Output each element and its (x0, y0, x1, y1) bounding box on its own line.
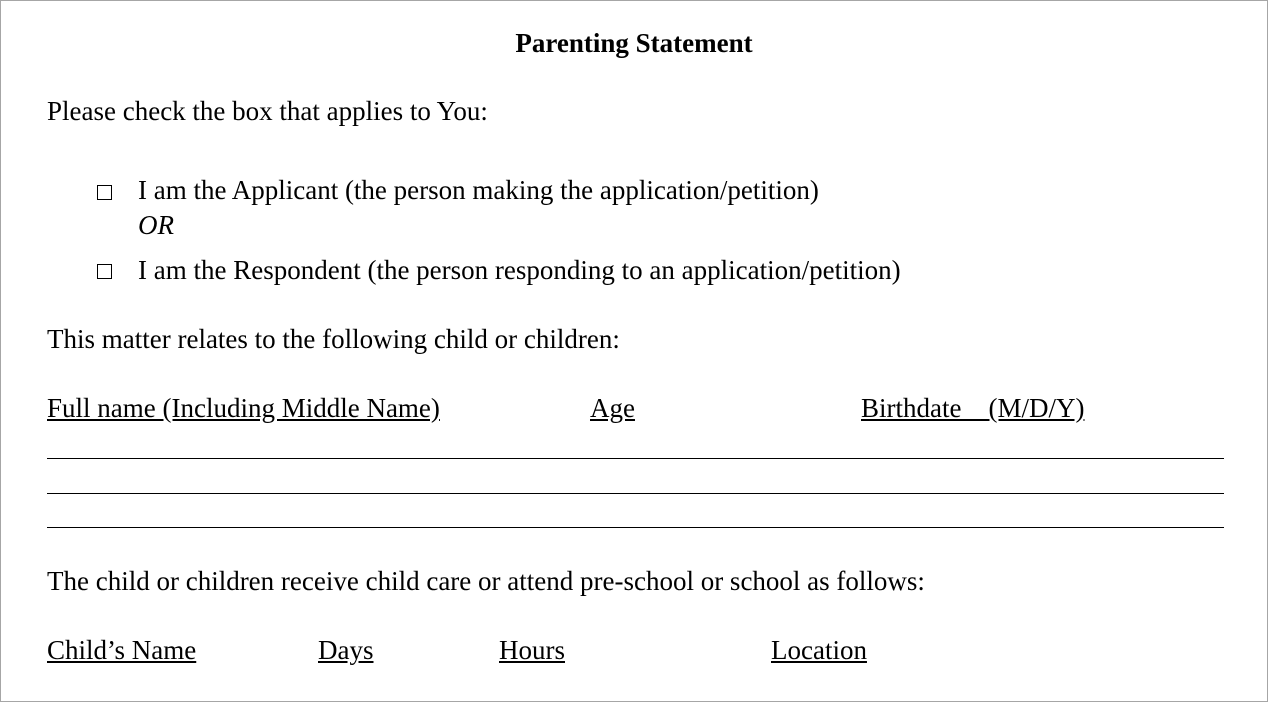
child-entry-line[interactable] (47, 493, 1224, 494)
col-header-hours: Hours (499, 635, 565, 665)
col-header-birthdate: Birthdate (M/D/Y) (861, 393, 1085, 423)
child-entry-line[interactable] (47, 527, 1224, 528)
respondent-checkbox[interactable] (97, 264, 112, 279)
instruction-text: Please check the box that applies to You: (47, 96, 488, 126)
applicant-checkbox[interactable] (97, 185, 112, 200)
respondent-option-label: I am the Respondent (the person responding to an application/petition) (138, 255, 901, 285)
or-separator: OR (138, 210, 174, 240)
col-header-days: Days (318, 635, 374, 665)
applicant-option-label: I am the Applicant (the person making the application/petition) (138, 175, 819, 205)
col-header-full-name: Full name (Including Middle Name) (47, 393, 440, 423)
col-header-childs-name: Child’s Name (47, 635, 197, 665)
child-entry-line[interactable] (47, 458, 1224, 459)
page-title: Parenting Statement (515, 28, 753, 58)
childcare-intro-text: The child or children receive child care or attend pre-school or school as follows: (47, 566, 925, 596)
col-header-location: Location (771, 635, 867, 665)
col-header-age: Age (590, 393, 635, 423)
children-intro-text: This matter relates to the following child or children: (47, 324, 620, 354)
